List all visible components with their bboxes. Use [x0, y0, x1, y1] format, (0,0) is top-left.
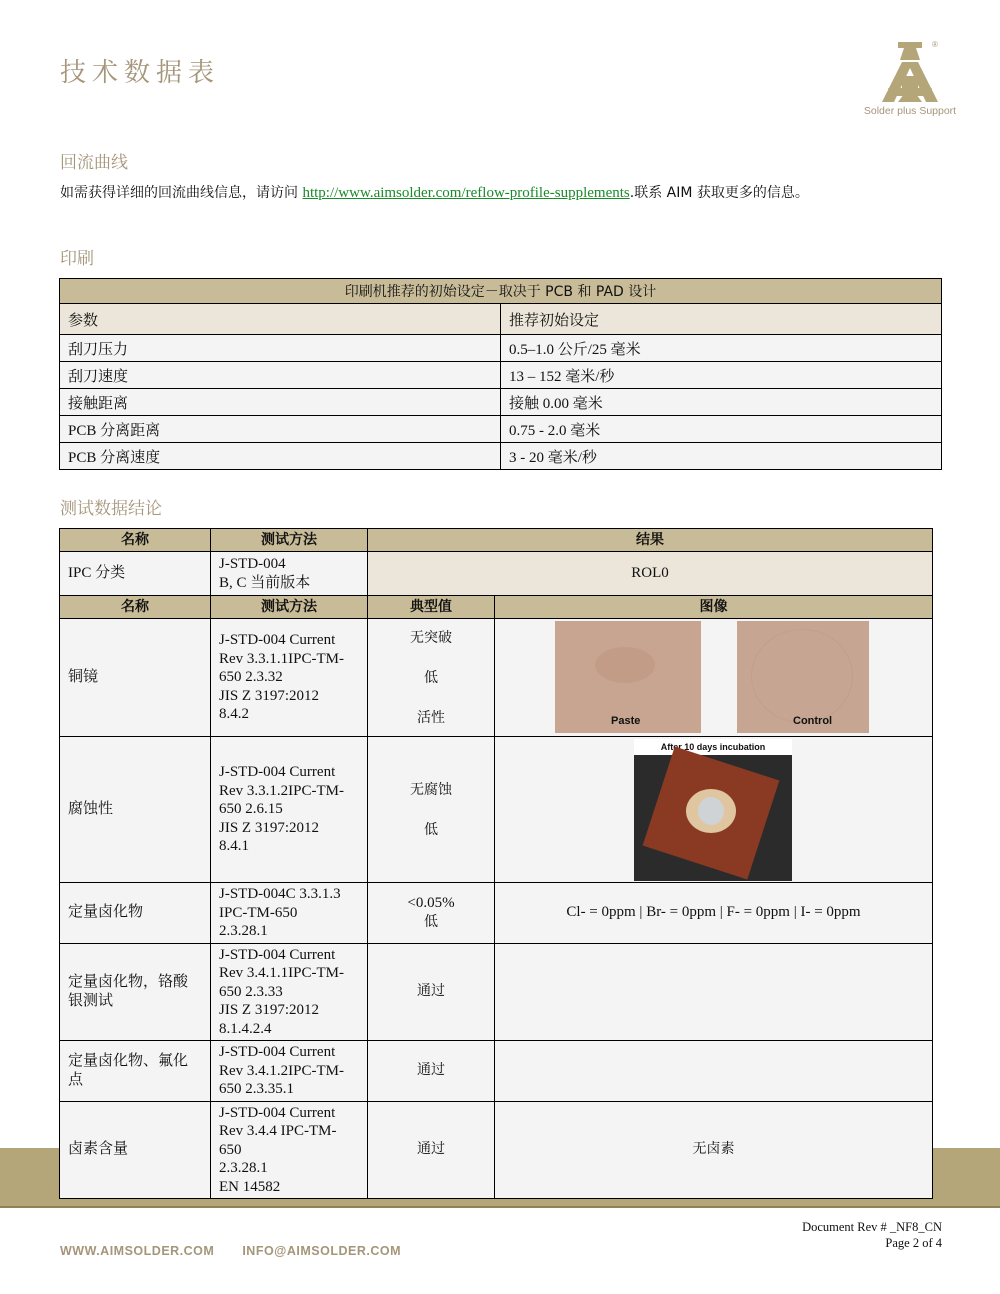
value-cell: 3 - 20 毫米/秒 — [501, 443, 942, 470]
param-cell: PCB 分离速度 — [60, 443, 501, 470]
h-name-2: 名称 — [60, 596, 211, 619]
copper-paste-photo — [555, 621, 701, 733]
h-method-2: 测试方法 — [211, 596, 368, 619]
param-cell: 接触距离 — [60, 389, 501, 416]
test-name: 卤素含量 — [60, 1101, 211, 1199]
h-name: 名称 — [60, 529, 211, 552]
typical-value — [368, 619, 495, 737]
param-cell: 刮刀压力 — [60, 335, 501, 362]
value-cell: 0.75 - 2.0 毫米 — [501, 416, 942, 443]
method-line: 8.1.4.2.4 — [219, 1020, 272, 1037]
method-line: J-STD-004C 3.3.1.3 — [219, 886, 341, 902]
param-cell: PCB 分离距离 — [60, 416, 501, 443]
method-line: 2.3.28.1 — [219, 1160, 268, 1176]
test-heading: 测试数据结论 — [60, 499, 162, 519]
reflow-text-after: .联系 AIM 获取更多的信息。 — [629, 185, 809, 201]
method-line: JIS Z 3197:2012 — [219, 687, 320, 704]
method-line: J-STD-004 Current — [219, 632, 336, 649]
corrosion-caption: After 10 days incubation — [634, 739, 792, 755]
footer-line — [0, 1206, 1000, 1208]
printer-table-title: 印刷机推荐的初始设定－取决于 PCB 和 PAD 设计 — [60, 279, 942, 304]
printer-settings-table — [59, 278, 942, 470]
reflow-heading: 回流曲线 — [60, 153, 128, 173]
method-line: Rev 3.4.4 IPC-TM- — [219, 1123, 337, 1139]
test-method — [211, 1101, 368, 1199]
value-cell: 0.5–1.0 公斤/25 毫米 — [501, 335, 942, 362]
test-name: 腐蚀性 — [60, 737, 211, 883]
method-line: JIS Z 3197:2012 — [219, 819, 320, 836]
typical-value — [368, 737, 495, 883]
ipc-method-line: J-STD-004 — [219, 556, 286, 572]
h-typical: 典型值 — [368, 596, 495, 619]
typical-value: 通过 — [368, 943, 495, 1041]
method-line: 650 — [219, 1141, 242, 1158]
col-setting-header: 推荐初始设定 — [501, 304, 942, 335]
typical-value — [368, 883, 495, 944]
value-cell: 接触 0.00 毫米 — [501, 389, 942, 416]
typical-line: 低 — [424, 669, 438, 686]
ipc-name: IPC 分类 — [60, 552, 211, 596]
ipc-result: ROL0 — [368, 552, 933, 596]
method-line: 650 2.3.33 — [219, 983, 283, 1000]
method-line: Rev 3.3.1.2IPC-TM- — [219, 782, 344, 799]
test-method — [211, 1041, 368, 1102]
document-revision — [802, 1219, 942, 1251]
halide-result: Cl- = 0ppm | Br- = 0ppm | F- = 0ppm | I- = 0ppm — [495, 883, 933, 944]
logo-tagline: Solder plus Support — [863, 105, 957, 117]
method-line: 650 2.3.35.1 — [219, 1081, 294, 1097]
corrosion-image-cell — [495, 737, 933, 883]
halogen-result: 无卤素 — [495, 1101, 933, 1199]
printing-heading: 印刷 — [60, 249, 94, 269]
test-name: 铜镜 — [60, 619, 211, 737]
test-method — [211, 943, 368, 1041]
test-name: 定量卤化物 — [60, 883, 211, 944]
typical-line: 低 — [424, 821, 438, 838]
ipc-method — [211, 552, 368, 596]
registered-mark: ® — [932, 40, 938, 49]
empty-cell — [495, 1041, 933, 1102]
control-label: Control — [793, 715, 833, 727]
empty-cell — [495, 943, 933, 1041]
page-title: 技术数据表 — [60, 58, 221, 88]
method-line: 650 2.3.32 — [219, 669, 283, 686]
paste-label: Paste — [611, 715, 641, 727]
method-line: Rev 3.4.1.2IPC-TM- — [219, 1062, 344, 1079]
reflow-text — [60, 182, 809, 202]
copper-control-photo — [737, 621, 869, 733]
method-line: Rev 3.4.1.1IPC-TM- — [219, 965, 344, 981]
test-method — [211, 883, 368, 944]
copper-mirror-image-cell — [495, 619, 933, 737]
footer-website[interactable]: WWW.AIMSOLDER.COM — [60, 1244, 215, 1258]
method-line: 8.4.1 — [219, 838, 249, 855]
method-line: J-STD-004 Current — [219, 1104, 336, 1121]
method-line: Rev 3.3.1.1IPC-TM- — [219, 650, 344, 667]
typical-line: 无突破 — [410, 629, 452, 646]
doc-rev-text: Document Rev # _NF8_CN — [802, 1220, 942, 1234]
footer-email[interactable]: INFO@AIMSOLDER.COM — [242, 1244, 401, 1258]
h-result: 结果 — [368, 529, 933, 552]
corrosion-residue — [698, 797, 724, 825]
method-line: 2.3.28.1 — [219, 923, 268, 939]
page-number: Page 2 of 4 — [885, 1236, 942, 1250]
ipc-method-line: B, C 当前版本 — [219, 574, 311, 591]
method-line: 8.4.2 — [219, 706, 249, 723]
col-param-header: 参数 — [60, 304, 501, 335]
test-name: 定量卤化物、氟化点 — [60, 1041, 211, 1102]
control-ring — [751, 629, 853, 723]
method-line: EN 14582 — [219, 1178, 281, 1195]
test-data-table — [59, 528, 933, 1199]
corrosion-photo — [634, 739, 792, 881]
method-line: IPC-TM-650 — [219, 904, 298, 921]
paste-spot — [595, 647, 655, 683]
h-method: 测试方法 — [211, 529, 368, 552]
test-name: 定量卤化物，铬酸银测试 — [60, 943, 211, 1041]
method-line: J-STD-004 Current — [219, 946, 336, 963]
typical-line: 低 — [424, 913, 438, 930]
method-line: J-STD-004 Current — [219, 1044, 336, 1060]
typical-line: <0.05% — [407, 894, 455, 911]
reflow-text-before: 如需获得详细的回流曲线信息，请访问 — [60, 185, 303, 201]
method-line: JIS Z 3197:2012 — [219, 1002, 320, 1018]
typical-line: 无腐蚀 — [410, 781, 452, 798]
value-cell: 13 – 152 毫米/秒 — [501, 362, 942, 389]
test-method — [211, 737, 368, 883]
reflow-link[interactable]: http://www.aimsolder.com/reflow-profile-supplements — [302, 185, 630, 201]
method-line: 650 2.6.15 — [219, 801, 283, 818]
typical-value: 通过 — [368, 1101, 495, 1199]
test-method — [211, 619, 368, 737]
footer-contact — [60, 1244, 425, 1258]
typical-line: 活性 — [417, 709, 445, 726]
typical-value: 通过 — [368, 1041, 495, 1102]
h-image: 图像 — [495, 596, 933, 619]
param-cell: 刮刀速度 — [60, 362, 501, 389]
method-line: J-STD-004 Current — [219, 764, 336, 781]
